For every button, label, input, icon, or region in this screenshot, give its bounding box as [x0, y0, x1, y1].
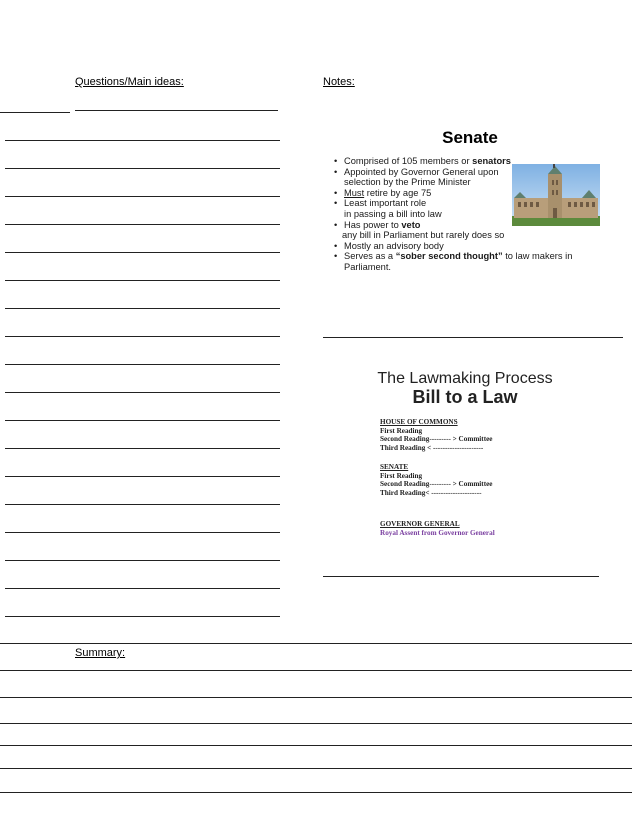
summary-header: Summary: [75, 647, 126, 659]
writing-line [5, 420, 280, 421]
writing-line [5, 504, 280, 505]
house-step: Second Reading--------- > Committee [380, 435, 493, 444]
senate-slide [320, 122, 620, 302]
senate-bullet: • Serves as a “sober second thought” to law makers in Parliament. [334, 251, 616, 272]
writing-line [5, 140, 280, 141]
notes-divider [323, 576, 599, 577]
house-of-commons-heading: HOUSE OF COMMONS [380, 418, 458, 426]
notes-header: Notes: [323, 76, 355, 88]
senate-step: Second Reading--------- > Committee [380, 480, 493, 489]
governor-general-section [380, 520, 495, 537]
summary-top-rule [0, 643, 632, 644]
senate-bullet: • Mostly an advisory body [334, 241, 604, 252]
writing-line [5, 588, 280, 589]
lawmaking-slide-title: The Lawmaking Process [377, 370, 553, 387]
lawmaking-slide [325, 362, 605, 552]
senate-bullet-continuation: any bill in Parliament but rarely does so [342, 230, 505, 241]
senate-bullet: • Appointed by Governor General upon selection by the Prime Minister [334, 167, 520, 188]
governor-general-heading: GOVERNOR GENERAL [380, 520, 460, 528]
writing-line [0, 112, 70, 113]
writing-line [5, 392, 280, 393]
writing-line [5, 252, 280, 253]
house-step: Third Reading < --------------------- [380, 443, 484, 452]
writing-line [0, 670, 632, 671]
writing-line [0, 792, 632, 793]
senate-step: Third Reading< --------------------- [380, 488, 482, 497]
writing-line [5, 196, 280, 197]
senate-process-heading: SENATE [380, 463, 409, 471]
writing-line [5, 616, 280, 617]
house-step: First Reading [380, 426, 423, 435]
writing-line [5, 224, 280, 225]
questions-header: Questions/Main ideas: [75, 76, 184, 88]
writing-line [0, 723, 632, 724]
writing-line [0, 768, 632, 769]
senate-bullet: • Comprised of 105 members or senators [334, 156, 604, 167]
writing-line [5, 532, 280, 533]
lawmaking-slide-subtitle: Bill to a Law [412, 387, 518, 407]
writing-line [75, 110, 278, 111]
royal-assent-step: Royal Assent from Governor General [380, 528, 495, 537]
senate-bullet: • Has power to veto [334, 220, 604, 231]
writing-line [5, 168, 280, 169]
writing-line [0, 697, 632, 698]
senate-step: First Reading [380, 471, 423, 480]
senate-slide-title: Senate [442, 128, 498, 147]
writing-line [5, 448, 280, 449]
writing-line [5, 476, 280, 477]
writing-line [5, 560, 280, 561]
writing-line [5, 336, 280, 337]
writing-line [5, 308, 280, 309]
senate-bullet-continuation: in passing a bill into law [344, 208, 442, 219]
notes-divider [323, 337, 623, 338]
senate-process-section [380, 463, 492, 497]
writing-line [0, 745, 632, 746]
senate-bullet: • Least important role [334, 198, 604, 209]
senate-bullet: • Must retire by age 75 [334, 188, 604, 199]
parliament-building-photo [512, 164, 600, 226]
house-of-commons-section [380, 418, 492, 452]
writing-line [5, 280, 280, 281]
writing-line [5, 364, 280, 365]
